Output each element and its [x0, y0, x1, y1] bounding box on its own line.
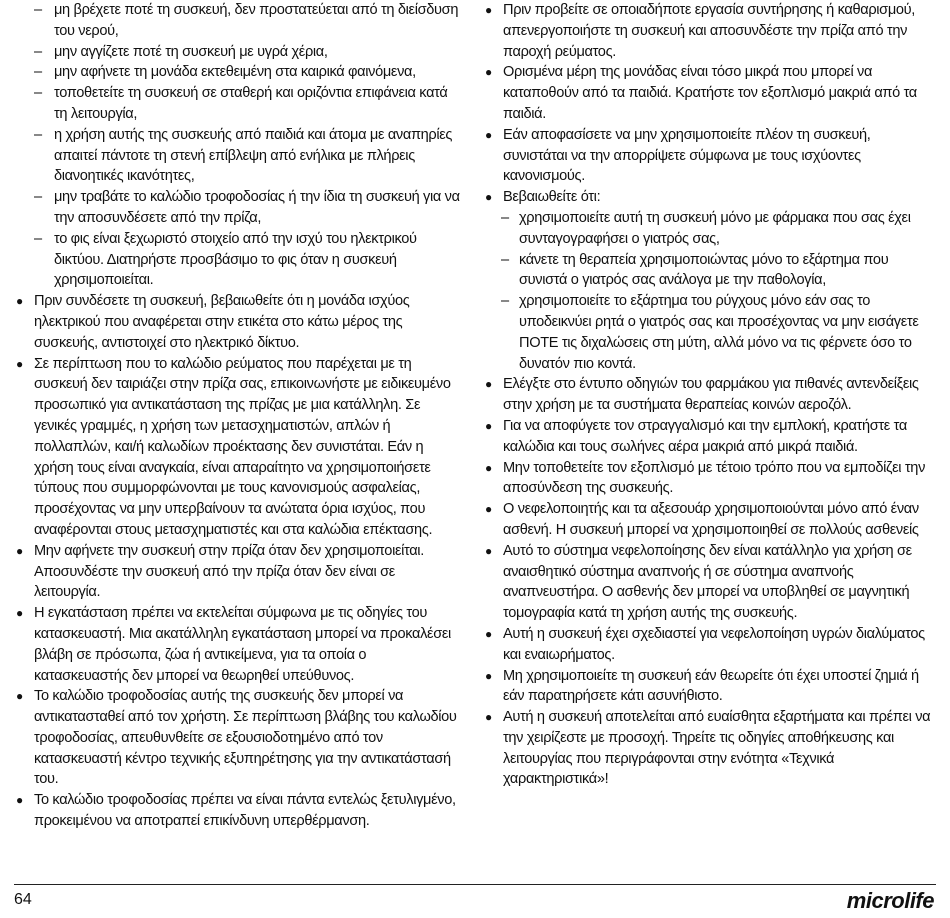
bullet-text: Πριν προβείτε σε οποιαδήποτε εργασία συντήρησης ή καθαρισμού, απενεργοποιήστε τη συσκευή και αποσυνδέστε την πρίζα από την παροχή ρεύματος.: [503, 2, 915, 60]
list-item: [483, 62, 935, 124]
list-item: [14, 790, 462, 832]
subitem-text: χρησιμοποιείτε το εξάρτημα του ρύγχους μόνο εάν σας το υποδεικνύει ρητά ο γιατρός σας και προσέχοντας να μην εισάγετε ΠΟΤΕ τις διχαλώσεις στη μύτη, αλλά μόνο να τις φέρνετε όσο το δυνατόν πιο κοντά.: [519, 293, 919, 372]
list-item: [483, 541, 935, 624]
subitem-text: τοποθετείτε τη συσκευή σε σταθερή και οριζόντια επιφάνεια κατά τη λειτουργία,: [54, 85, 448, 122]
bullet-text: Ο νεφελοποιητής και τα αξεσουάρ χρησιμοποιούνται μόνο από έναν ασθενή. Η συσκευή μπορεί να χρησιμοποιηθεί σε πολλούς ασθενείς: [503, 501, 919, 538]
bullet-text: Το καλώδιο τροφοδοσίας πρέπει να είναι πάντα εντελώς ξετυλιγμένο, προκειμένου να αποτραπεί επικίνδυνη υπερθέρμανση.: [34, 792, 456, 830]
list-item: [483, 291, 935, 374]
dash-marker: –: [34, 126, 42, 143]
bullet-marker: ●: [485, 502, 492, 517]
dash-marker: –: [34, 2, 42, 18]
ensure-intro: Βεβαιωθείτε ότι:: [503, 189, 601, 206]
dash-marker: –: [34, 189, 42, 206]
bullet-marker: ●: [485, 668, 492, 683]
list-item: [483, 208, 935, 250]
bullet-marker: ●: [485, 377, 492, 392]
dash-marker: –: [34, 64, 42, 81]
bullet-marker: ●: [16, 689, 23, 704]
subitem-text: η χρήση αυτής της συσκευής από παιδιά και άτομα με αναπηρίες απαιτεί πάντοτε τη στενή επίβλεψη από ενήλικα με πλήρεις διανοητικές ικανότητες,: [54, 126, 453, 185]
list-item: [483, 416, 935, 458]
list-item: [14, 0, 462, 42]
list-item: [14, 229, 462, 291]
bullet-text: Μην τοποθετείτε τον εξοπλισμό με τέτοιο τρόπο που να εμποδίζει την αποσύνδεση της συσκευής.: [503, 459, 926, 497]
list-item: [14, 187, 462, 229]
list-item: [14, 291, 462, 353]
bullet-marker: ●: [16, 543, 23, 558]
list-item: [483, 0, 935, 62]
list-item: [483, 374, 935, 416]
bullet-text: Για να αποφύγετε τον στραγγαλισμό και την εμπλοκή, κρατήστε τα καλώδια και τους σωλήνες αέρα μακριά από μικρά παιδιά.: [503, 417, 907, 455]
subitem-text: μην αγγίζετε ποτέ τη συσκευή με υγρά χέρια,: [54, 43, 328, 60]
bullet-marker: ●: [16, 294, 23, 309]
list-item: [483, 499, 935, 541]
bullet-text: Αυτή η συσκευή έχει σχεδιαστεί για νεφελοποίηση υγρών διαλύματος και εναιωρήματος.: [503, 625, 925, 663]
bullet-text: Εάν αποφασίσετε να μην χρησιμοποιείτε πλέον τη συσκευή, συνιστάται να την απορρίψετε σύμφωνα με τους ισχύοντες κανονισμούς.: [503, 126, 871, 185]
page-number: 64: [14, 891, 32, 908]
dash-marker: –: [34, 230, 42, 247]
list-item: [14, 125, 462, 187]
bullet-text: Το καλώδιο τροφοδοσίας αυτής της συσκευής δεν μπορεί να αντικατασταθεί από τον χρήστη. Σε περίπτωση βλάβης του καλωδίου τροφοδοσίας, απευθυνθείτε σε εξουσιοδοτημένο από τον κατασκευαστή κέντρο τεχνικής εξυπηρέτησης για την αντικατάστασή του.: [34, 688, 457, 788]
bullet-text: Αυτή η συσκευή αποτελείται από ευαίσθητα εξαρτήματα και πρέπει να την χειρίζεστε με προσοχή. Τηρείτε τις οδηγίες αποθήκευσης και λειτουργίας που περιγράφονται στην ενότητα «Τεχνικά χαρακτηριστικά»!: [503, 709, 931, 788]
bullet-marker: ●: [485, 710, 492, 725]
right-column: [483, 0, 935, 790]
footer-divider: [14, 884, 936, 885]
bullet-marker: ●: [16, 793, 23, 808]
bullet-marker: ●: [485, 65, 492, 80]
list-item: [483, 187, 935, 208]
list-item: [14, 62, 462, 83]
list-item: [483, 624, 935, 666]
dash-marker: –: [34, 85, 42, 102]
list-item: [483, 458, 935, 500]
bullet-text: Ελέγξτε στο έντυπο οδηγιών του φαρμάκου για πιθανές αντενδείξεις στην χρήση με τα συστήματα θεραπείας κοινών αεροζόλ.: [503, 376, 919, 414]
list-item: [483, 125, 935, 187]
bullet-text: Μην αφήνετε την συσκευή στην πρίζα όταν δεν χρησιμοποιείται. Αποσυνδέστε την συσκευή από την πρίζα όταν δεν είναι σε λειτουργία.: [34, 542, 424, 601]
list-item: [14, 83, 462, 125]
list-item: [483, 707, 935, 790]
bullet-marker: ●: [485, 460, 492, 475]
subitem-text: μην αφήνετε τη μονάδα εκτεθειμένη στα καιρικά φαινόμενα,: [54, 64, 416, 81]
list-item: [14, 354, 462, 541]
list-item: [14, 603, 462, 686]
list-item: [14, 42, 462, 63]
dash-marker: –: [34, 43, 42, 60]
list-item: [483, 250, 935, 292]
bullet-marker: ●: [485, 3, 492, 17]
list-item: [483, 666, 935, 708]
list-item: [14, 541, 462, 603]
subitem-text: το φις είναι ξεχωριστό στοιχείο από την ισχύ του ηλεκτρικού δικτύου. Διατηρήστε προσβάσιμο το φις όταν η συσκευή χρησιμοποιείται.: [54, 230, 417, 289]
bullet-text: Μη χρησιμοποιείτε τη συσκευή εάν θεωρείτε ότι έχει υποστεί ζημιά ή εάν παρατηρήσετε κάτι ασυνήθιστο.: [503, 667, 919, 705]
dash-marker: –: [501, 209, 509, 226]
subitem-text: κάνετε τη θεραπεία χρησιμοποιώντας μόνο το εξάρτημα που συνιστά ο γιατρός σας ανάλογα με την παθολογία,: [519, 251, 889, 289]
subitem-text: χρησιμοποιείτε αυτή τη συσκευή μόνο με φάρμακα που σας έχει συνταγογραφήσει ο γιατρός σας,: [519, 209, 911, 247]
bullet-marker: ●: [485, 543, 492, 558]
list-item: [14, 686, 462, 790]
bullet-text: Ορισμένα μέρη της μονάδας είναι τόσο μικρά που μπορεί να καταποθούν από τα παιδιά. Κρατήστε τον εξοπλισμό μακριά από τα παιδιά.: [503, 64, 917, 122]
subitem-text: μη βρέχετε ποτέ τη συσκευή, δεν προστατεύεται από τη διείσδυση του νερού,: [54, 2, 459, 39]
dash-marker: –: [501, 293, 509, 310]
subitem-text: μην τραβάτε το καλώδιο τροφοδοσίας ή την ίδια τη συσκευή για να την αποσυνδέσετε από την πρίζα,: [54, 189, 460, 226]
bullet-marker: ●: [16, 356, 23, 371]
left-column: [14, 0, 462, 832]
bullet-text: Σε περίπτωση που το καλώδιο ρεύματος που παρέχεται με τη συσκευή δεν ταιριάζει στην πρίζα σας, επικοινωνήστε με ειδικευμένο προσωπικό για αντικατάσταση της πρίζας με μια κατάλληλη. Σε γενικές γραμμές, η χρήση των μετασχηματιστών, απλών ή πολλαπλών, και/ή καλωδίων προέκτασης δεν συνιστάται. Εάν η χρήση τους είναι αναγκαία, είναι απαραίτητο να χρησιμοποιήσετε τύπους που συμμορφώνονται με τους κανονισμούς ασφαλείας, προσέχοντας να μην υπερβαίνουν τα ανώτατα όρια ισχύος, που αναφέρονται στους μετασχηματιστές και στα καλώδια επέκτασης.: [34, 355, 451, 538]
bullet-marker: ●: [485, 127, 492, 142]
bullet-marker: ●: [16, 606, 23, 621]
bullet-marker: ●: [485, 190, 492, 205]
dash-marker: –: [501, 251, 509, 268]
bullet-marker: ●: [485, 626, 492, 641]
bullet-text: Αυτό το σύστημα νεφελοποίησης δεν είναι κατάλληλο για χρήση σε αναισθητικό σύστημα αναπνοής ή σε σύστημα αναπνοής αναπνευστήρα. Ο ασθενής δεν μπορεί να υποβληθεί σε μαγνητική τομογραφία κατά τη χρήση αυτής της συσκευής.: [503, 542, 912, 622]
bullet-marker: ●: [485, 418, 492, 433]
bullet-text: Πριν συνδέσετε τη συσκευή, βεβαιωθείτε ότι η μονάδα ισχύος ηλεκτρικού που αναφέρεται στην ετικέτα στο κάτω μέρος της συσκευής, αντιστοιχεί στο ηλεκτρικό δίκτυο.: [34, 293, 410, 351]
brand-logo: microlife: [846, 888, 934, 913]
bullet-text: Η εγκατάσταση πρέπει να εκτελείται σύμφωνα με τις οδηγίες του κατασκευαστή. Μια ακατάλληλη εγκατάσταση μπορεί να προκαλέσει βλάβη σε πρόσωπα, ζώα ή αντικείμενα, για τα οποία ο κατασκευαστής δεν μπορεί να θεωρηθεί υπεύθυνος.: [34, 605, 451, 684]
